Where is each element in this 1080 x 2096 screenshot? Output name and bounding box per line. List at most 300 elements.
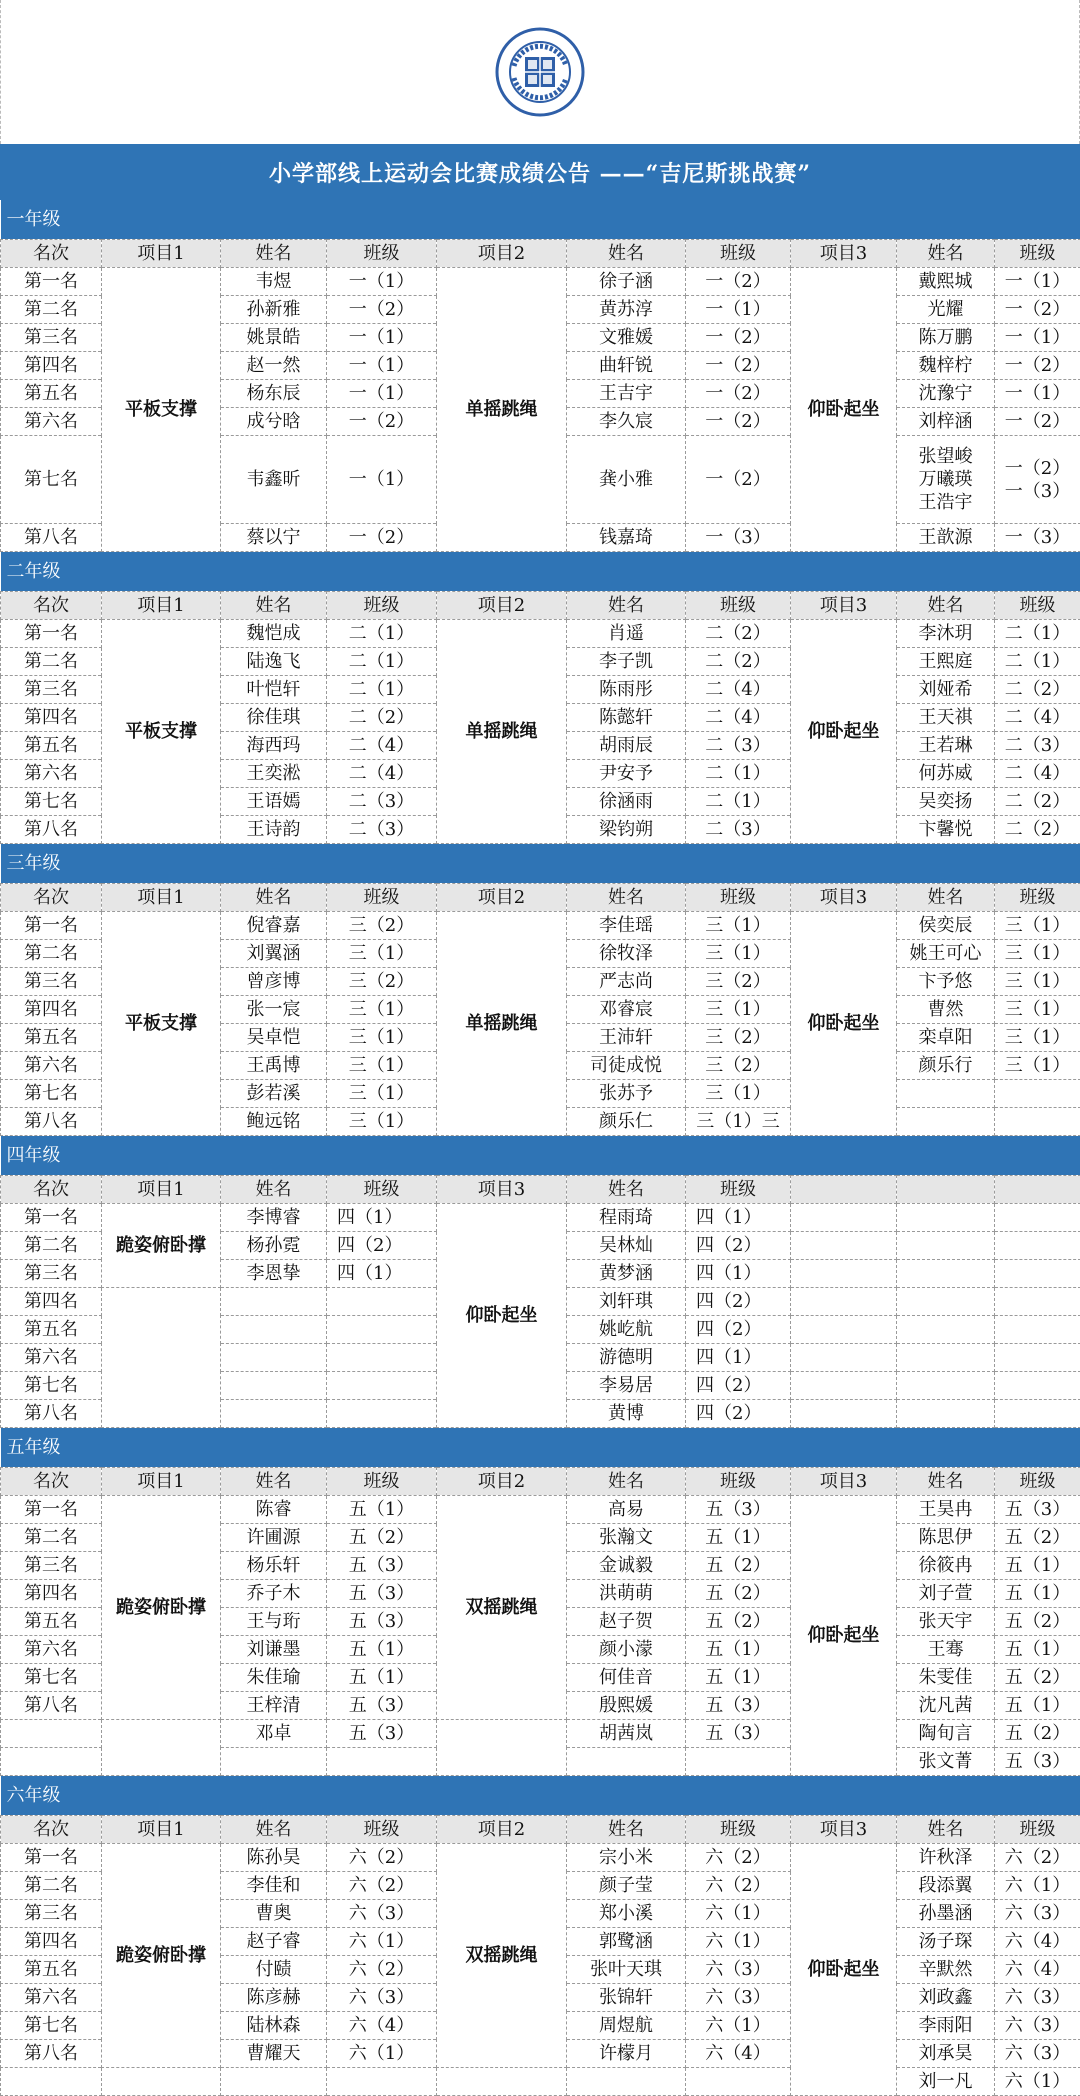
column-header: 名次: [1, 1816, 102, 1844]
class-cell: 二（2）: [995, 816, 1080, 844]
name-cell: 王梓清: [221, 1692, 327, 1720]
table-row: [1, 912, 1080, 940]
column-header: 姓名: [897, 240, 995, 268]
class-cell: 二（3）: [995, 732, 1080, 760]
column-header-row: [1, 592, 1080, 620]
event2-cell: 双摇跳绳: [437, 1496, 567, 1720]
name-cell: 姚王可心: [897, 940, 995, 968]
class-cell: 一（2）: [686, 324, 791, 352]
class-cell: 二（2）: [686, 620, 791, 648]
rank-cell: 第六名: [1, 1344, 102, 1372]
name-cell: 曹然: [897, 996, 995, 1024]
name-cell: [221, 2068, 327, 2096]
name-cell: 戴熙城: [897, 268, 995, 296]
column-header: 班级: [686, 1176, 791, 1204]
class-cell: 六（3）: [327, 1900, 437, 1928]
class-cell: 五（1）: [995, 1580, 1080, 1608]
name-cell: 陈万鹏: [897, 324, 995, 352]
column-header: 项目2: [437, 1816, 567, 1844]
empty-cell: [995, 1204, 1080, 1232]
empty-cell: [995, 1316, 1080, 1344]
column-header: 姓名: [567, 1468, 686, 1496]
class-cell: 四（2）: [686, 1400, 791, 1428]
name-cell: 郑小溪: [567, 1900, 686, 1928]
class-cell: 六（4）: [686, 2040, 791, 2068]
column-header: 姓名: [567, 1816, 686, 1844]
event2-cell: 单摇跳绳: [437, 620, 567, 844]
name-cell: [567, 2068, 686, 2096]
column-header: 项目3: [437, 1176, 567, 1204]
rank-cell: 第六名: [1, 760, 102, 788]
column-header: 姓名: [221, 240, 327, 268]
table-row: [1, 268, 1080, 296]
rank-cell: 第七名: [1, 2012, 102, 2040]
event2-cell: 双摇跳绳: [437, 1844, 567, 2068]
class-cell: [327, 1400, 437, 1428]
name-cell: [221, 1288, 327, 1316]
class-cell: 六（2）: [686, 1844, 791, 1872]
name-cell: 光耀: [897, 296, 995, 324]
name-cell: 王熙庭: [897, 648, 995, 676]
rank-cell: 第五名: [1, 1956, 102, 1984]
class-cell: 四（2）: [327, 1232, 437, 1260]
event3-cell: 仰卧起坐: [791, 620, 897, 844]
class-cell: 五（3）: [995, 1748, 1080, 1776]
rank-cell: 第六名: [1, 408, 102, 436]
class-cell: 六（3）: [995, 1900, 1080, 1928]
column-header: 班级: [995, 240, 1080, 268]
rank-cell: 第二名: [1, 1872, 102, 1900]
column-header: 项目3: [791, 1468, 897, 1496]
class-cell: 二（1）: [686, 788, 791, 816]
event2-empty-cell: [437, 1720, 567, 1776]
name-cell: 成兮晗: [221, 408, 327, 436]
class-cell: 三（1）: [327, 1052, 437, 1080]
class-cell: 二（2）: [327, 704, 437, 732]
class-cell: 三（1）: [995, 996, 1080, 1024]
class-cell: 一（3）: [686, 524, 791, 552]
class-cell: 三（1）: [995, 1052, 1080, 1080]
name-cell: 曹奥: [221, 1900, 327, 1928]
name-cell: 程雨琦: [567, 1204, 686, 1232]
name-cell: 颜乐仁: [567, 1108, 686, 1136]
grade-label: 六年级: [1, 1776, 1080, 1816]
class-cell: 五（3）: [327, 1552, 437, 1580]
rank-cell: 第四名: [1, 1928, 102, 1956]
name-cell: 许檬月: [567, 2040, 686, 2068]
column-header: 班级: [995, 592, 1080, 620]
column-header: 班级: [327, 240, 437, 268]
column-header-row: [1, 884, 1080, 912]
class-cell: 六（4）: [995, 1928, 1080, 1956]
name-cell: 张文菁: [897, 1748, 995, 1776]
rank-cell: 第三名: [1, 968, 102, 996]
event1-cell: 跪姿俯卧撑: [102, 1204, 221, 1288]
name-cell: 邓卓: [221, 1720, 327, 1748]
name-cell: [897, 1080, 995, 1108]
name-cell: 王沛轩: [567, 1024, 686, 1052]
event1-empty-cell: [102, 2068, 221, 2096]
name-cell: 胡雨辰: [567, 732, 686, 760]
class-cell: 五（3）: [327, 1608, 437, 1636]
name-cell: 孙新雅: [221, 296, 327, 324]
column-header: 名次: [1, 592, 102, 620]
column-header-row: [1, 1176, 1080, 1204]
name-cell: 刘子萱: [897, 1580, 995, 1608]
grade-label: 三年级: [1, 844, 1080, 884]
name-cell: 刘政鑫: [897, 1984, 995, 2012]
class-cell: 五（2）: [995, 1720, 1080, 1748]
name-cell: [221, 1748, 327, 1776]
column-header: 项目1: [102, 1176, 221, 1204]
empty-cell: [791, 1316, 897, 1344]
name-cell: 李易居: [567, 1372, 686, 1400]
name-cell: 沈凡茜: [897, 1692, 995, 1720]
name-cell: [897, 1108, 995, 1136]
event3-cell: 仰卧起坐: [791, 1844, 897, 2096]
empty-cell: [791, 1372, 897, 1400]
rank-cell: [1, 2068, 102, 2096]
name-cell: 曾彦博: [221, 968, 327, 996]
class-cell: [327, 1316, 437, 1344]
class-cell: 五（3）: [995, 1496, 1080, 1524]
class-cell: 三（1）: [327, 1108, 437, 1136]
class-cell: [327, 2068, 437, 2096]
class-cell: 五（2）: [995, 1608, 1080, 1636]
name-cell: 黄梦涵: [567, 1260, 686, 1288]
rank-cell: 第四名: [1, 704, 102, 732]
column-header: 名次: [1, 240, 102, 268]
name-cell: 吴卓恺: [221, 1024, 327, 1052]
column-header: 项目2: [437, 1468, 567, 1496]
rank-cell: 第八名: [1, 1692, 102, 1720]
rank-cell: 第三名: [1, 1900, 102, 1928]
column-header: 班级: [327, 1816, 437, 1844]
column-header: [791, 1176, 897, 1204]
name-cell: 刘轩琪: [567, 1288, 686, 1316]
name-cell: 龚小雅: [567, 436, 686, 524]
column-header: 班级: [686, 1816, 791, 1844]
class-cell: [686, 1748, 791, 1776]
class-cell: 五（1）: [995, 1552, 1080, 1580]
name-cell: 颜乐行: [897, 1052, 995, 1080]
rank-cell: 第七名: [1, 788, 102, 816]
name-cell: 陶旬言: [897, 1720, 995, 1748]
rank-cell: 第七名: [1, 1080, 102, 1108]
column-header: 班级: [686, 1468, 791, 1496]
name-cell: 陈睿: [221, 1496, 327, 1524]
event1-cell: 平板支撑: [102, 268, 221, 552]
name-cell: 郭鹭涵: [567, 1928, 686, 1956]
name-cell: 栾卓阳: [897, 1024, 995, 1052]
class-cell: 三（1）: [686, 912, 791, 940]
name-cell: 钱嘉琦: [567, 524, 686, 552]
name-cell: 高易: [567, 1496, 686, 1524]
class-cell: [327, 1344, 437, 1372]
rank-cell: 第六名: [1, 1984, 102, 2012]
column-header: 项目2: [437, 240, 567, 268]
name-cell: 杨乐轩: [221, 1552, 327, 1580]
name-cell: 殷熙媛: [567, 1692, 686, 1720]
class-cell: 一（1）: [995, 268, 1080, 296]
name-cell: [221, 1372, 327, 1400]
column-header: 班级: [686, 884, 791, 912]
name-cell: 王昊冉: [897, 1496, 995, 1524]
column-header: 项目3: [791, 1816, 897, 1844]
name-cell: 刘娅希: [897, 676, 995, 704]
class-cell: 五（1）: [686, 1524, 791, 1552]
class-cell: 二（1）: [995, 620, 1080, 648]
class-cell: 二（4）: [327, 732, 437, 760]
class-cell: 五（2）: [686, 1608, 791, 1636]
name-cell: 李佳和: [221, 1872, 327, 1900]
class-cell: 一（2）: [995, 408, 1080, 436]
column-header: 项目3: [791, 592, 897, 620]
grade-section-header: [1, 552, 1080, 592]
class-cell: 四（2）: [686, 1372, 791, 1400]
empty-cell: [791, 1288, 897, 1316]
event1-cell: 平板支撑: [102, 912, 221, 1136]
name-cell: 张叶天琪: [567, 1956, 686, 1984]
class-cell: 三（1）: [327, 1080, 437, 1108]
event2-cell: 仰卧起坐: [437, 1204, 567, 1428]
class-cell: 二（3）: [327, 788, 437, 816]
rank-cell: 第一名: [1, 1204, 102, 1232]
empty-cell: [897, 1372, 995, 1400]
class-cell: 五（1）: [995, 1636, 1080, 1664]
name-cell: 陈雨彤: [567, 676, 686, 704]
name-cell: 侯奕辰: [897, 912, 995, 940]
name-cell: 陆林森: [221, 2012, 327, 2040]
class-cell: 六（4）: [327, 2012, 437, 2040]
rank-cell: 第八名: [1, 816, 102, 844]
name-cell: 李佳瑶: [567, 912, 686, 940]
column-header: 姓名: [897, 1468, 995, 1496]
results-table: [0, 200, 1080, 2096]
name-cell: 徐涵雨: [567, 788, 686, 816]
rank-cell: [1, 1748, 102, 1776]
name-cell: 梁钧朔: [567, 816, 686, 844]
name-cell: [567, 1748, 686, 1776]
class-cell: 五（1）: [686, 1636, 791, 1664]
event1-empty-cell: [102, 1720, 221, 1776]
class-cell: 三（1）: [686, 1080, 791, 1108]
class-cell: 六（3）: [327, 1984, 437, 2012]
class-cell: 四（1）: [327, 1260, 437, 1288]
empty-cell: [791, 1232, 897, 1260]
name-cell: 蔡以宁: [221, 524, 327, 552]
event1-cell: 跪姿俯卧撑: [102, 1844, 221, 2068]
name-cell: 徐佳琪: [221, 704, 327, 732]
name-cell: 何苏威: [897, 760, 995, 788]
name-cell: 张锦轩: [567, 1984, 686, 2012]
class-cell: 四（1）: [686, 1204, 791, 1232]
column-header: 班级: [995, 884, 1080, 912]
name-cell: 刘承昊: [897, 2040, 995, 2068]
empty-cell: [995, 1372, 1080, 1400]
class-cell: 五（3）: [327, 1720, 437, 1748]
class-cell: 三（2）: [686, 1024, 791, 1052]
rank-cell: 第三名: [1, 324, 102, 352]
column-header: 名次: [1, 1468, 102, 1496]
name-cell: 陈孙昊: [221, 1844, 327, 1872]
class-cell: 一（1）: [995, 380, 1080, 408]
class-cell: 一（1）: [327, 352, 437, 380]
column-header: 班级: [995, 1816, 1080, 1844]
name-cell: 姚景皓: [221, 324, 327, 352]
rank-cell: 第五名: [1, 1608, 102, 1636]
name-cell: 彭若溪: [221, 1080, 327, 1108]
class-cell: 一（1）: [327, 324, 437, 352]
class-cell: 三（1）: [995, 1024, 1080, 1052]
grade-section-header: [1, 844, 1080, 884]
name-cell: 宗小米: [567, 1844, 686, 1872]
class-cell: 六（1）: [686, 1928, 791, 1956]
event2-cell: 单摇跳绳: [437, 912, 567, 1136]
class-cell: 六（1）: [327, 2040, 437, 2068]
name-cell: 赵子贺: [567, 1608, 686, 1636]
class-cell: 一（2）: [327, 408, 437, 436]
name-cell: 李子凯: [567, 648, 686, 676]
class-cell: 一（2）: [686, 380, 791, 408]
empty-cell: [897, 1232, 995, 1260]
empty-cell: [995, 1344, 1080, 1372]
name-cell: 曲轩锐: [567, 352, 686, 380]
column-header: 班级: [686, 240, 791, 268]
name-cell: 游德明: [567, 1344, 686, 1372]
class-cell: 六（2）: [327, 1844, 437, 1872]
rank-cell: 第二名: [1, 940, 102, 968]
rank-cell: 第四名: [1, 1580, 102, 1608]
empty-cell: [995, 1232, 1080, 1260]
class-cell: 五（3）: [686, 1692, 791, 1720]
class-cell: 三（1）: [995, 912, 1080, 940]
event2-empty-cell: [437, 2068, 567, 2096]
name-cell: 韦鑫昕: [221, 436, 327, 524]
class-cell: 五（1）: [327, 1636, 437, 1664]
name-cell: 尹安予: [567, 760, 686, 788]
column-header-row: [1, 240, 1080, 268]
class-cell: 二（4）: [995, 704, 1080, 732]
column-header: 姓名: [897, 1816, 995, 1844]
name-cell: 黄苏淳: [567, 296, 686, 324]
class-cell: 三（1）三: [686, 1108, 791, 1136]
class-cell: 三（1）: [327, 1024, 437, 1052]
class-cell: 二（4）: [686, 704, 791, 732]
name-cell: 赵一然: [221, 352, 327, 380]
table-row: [1, 620, 1080, 648]
column-header-row: [1, 1468, 1080, 1496]
name-cell: 徐筱冉: [897, 1552, 995, 1580]
name-cell: 王语嫣: [221, 788, 327, 816]
class-cell: 二（2）: [995, 788, 1080, 816]
rank-cell: 第四名: [1, 352, 102, 380]
name-cell: 王若琳: [897, 732, 995, 760]
class-cell: 三（1）: [995, 968, 1080, 996]
name-cell: 赵子睿: [221, 1928, 327, 1956]
name-cell: 周煜航: [567, 2012, 686, 2040]
announcement-title: 小学部线上运动会比赛成绩公告 ——“吉尼斯挑战赛”: [0, 144, 1080, 200]
rank-cell: 第一名: [1, 1496, 102, 1524]
class-cell: 四（2）: [686, 1288, 791, 1316]
class-cell: 六（3）: [686, 1984, 791, 2012]
column-header: 项目3: [791, 884, 897, 912]
empty-cell: [791, 1260, 897, 1288]
rank-cell: 第二名: [1, 1524, 102, 1552]
rank-cell: 第四名: [1, 996, 102, 1024]
event3-cell: 仰卧起坐: [791, 912, 897, 1136]
class-cell: 一（2）: [995, 296, 1080, 324]
class-cell: 六（1）: [686, 1900, 791, 1928]
rank-cell: 第七名: [1, 436, 102, 524]
rank-cell: 第一名: [1, 912, 102, 940]
event1-cell: 跪姿俯卧撑: [102, 1496, 221, 1720]
event1-cell: 平板支撑: [102, 620, 221, 844]
grade-label: 二年级: [1, 552, 1080, 592]
class-cell: 一（2）: [686, 268, 791, 296]
class-cell: 二（1）: [686, 760, 791, 788]
name-cell: 李博睿: [221, 1204, 327, 1232]
empty-cell: [791, 1204, 897, 1232]
class-cell: 一（2）: [327, 524, 437, 552]
class-cell: 五（3）: [327, 1692, 437, 1720]
class-cell: 二（1）: [327, 676, 437, 704]
class-cell: 六（3）: [995, 1984, 1080, 2012]
class-cell: [327, 1288, 437, 1316]
name-cell: 张天宇: [897, 1608, 995, 1636]
class-cell: 六（2）: [327, 1956, 437, 1984]
name-cell: 韦煜: [221, 268, 327, 296]
column-header: 姓名: [567, 592, 686, 620]
column-header: 姓名: [221, 1468, 327, 1496]
name-cell: 鲍远铭: [221, 1108, 327, 1136]
class-cell: 一（1）: [327, 380, 437, 408]
empty-cell: [995, 1400, 1080, 1428]
empty-cell: [791, 1400, 897, 1428]
class-cell: [327, 1748, 437, 1776]
class-cell: 二（2）: [686, 648, 791, 676]
class-cell: 六（2）: [995, 1844, 1080, 1872]
rank-cell: 第四名: [1, 1288, 102, 1316]
column-header: 项目1: [102, 1468, 221, 1496]
table-row: [1, 1720, 1080, 1748]
name-cell: 陈思伊: [897, 1524, 995, 1552]
name-cell: 卞予悠: [897, 968, 995, 996]
class-cell: 五（2）: [995, 1664, 1080, 1692]
column-header: 姓名: [567, 240, 686, 268]
name-cell: 王诗韵: [221, 816, 327, 844]
class-cell: 三（2）: [686, 968, 791, 996]
table-row: [1, 1496, 1080, 1524]
class-cell: 三（1）: [686, 940, 791, 968]
class-cell: 一（2）: [686, 352, 791, 380]
class-cell: 五（3）: [686, 1720, 791, 1748]
column-header: 班级: [327, 592, 437, 620]
class-cell: 五（1）: [327, 1496, 437, 1524]
class-cell: 五（2）: [686, 1552, 791, 1580]
column-header: 班级: [327, 1176, 437, 1204]
class-cell: 六（4）: [995, 1956, 1080, 1984]
class-cell: 六（1）: [686, 2012, 791, 2040]
rank-cell: 第八名: [1, 1400, 102, 1428]
empty-cell: [897, 1400, 995, 1428]
name-cell: 张苏予: [567, 1080, 686, 1108]
name-cell: 杨孙霓: [221, 1232, 327, 1260]
empty-cell: [897, 1288, 995, 1316]
column-header: 姓名: [897, 592, 995, 620]
column-header: 项目2: [437, 592, 567, 620]
grade-label: 一年级: [1, 200, 1080, 240]
